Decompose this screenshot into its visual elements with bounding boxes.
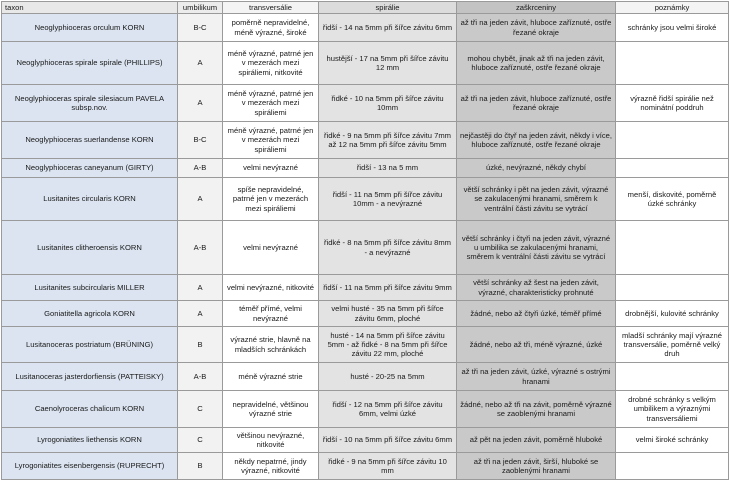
transversalie-cell: velmi nevýrazné — [223, 159, 319, 178]
poznamky-cell — [616, 159, 729, 178]
transversalie-cell: velmi nevýrazné — [223, 221, 319, 275]
poznamky-cell: menší, diskovité, poměrně úzké schránky — [616, 178, 729, 221]
spiralie-cell: řidké - 9 na 5mm při šířce závitu 10 mm — [319, 453, 457, 480]
spiralie-cell: řidší - 12 na 5mm při šířce závitu 6mm, velmi úzké — [319, 391, 457, 428]
spiralie-cell: hustější - 17 na 5mm při šířce závitu 12 mm — [319, 42, 457, 85]
taxon-cell: Lusitanoceras jasterdorfiensis (PATTEISKY) — [2, 363, 178, 391]
zaskrceniny-cell: úzké, nevýrazné, někdy chybí — [457, 159, 616, 178]
taxon-cell: Lyrogoniatites liethensis KORN — [2, 428, 178, 453]
umbilikum-cell: B — [178, 327, 223, 363]
taxon-cell: Neoglyphioceras suerlandense KORN — [2, 122, 178, 159]
zaskrceniny-cell: až tři na jeden závit, úzké, výrazné s ostrými hranami — [457, 363, 616, 391]
taxon-cell: Lusitanites clitheroensis KORN — [2, 221, 178, 275]
header-taxon: taxon — [2, 2, 178, 14]
transversalie-cell: méně výrazné strie — [223, 363, 319, 391]
transversalie-cell: poměrně nepravidelné, méně výrazné, široké — [223, 14, 319, 42]
poznamky-cell — [616, 363, 729, 391]
umbilikum-cell: B — [178, 453, 223, 480]
header-poznamky: poznámky — [616, 2, 729, 14]
table-row — [2, 85, 729, 122]
transversalie-cell: méně výrazné, patrné jen v mezerách mezi spiráliemi — [223, 122, 319, 159]
transversalie-cell: nepravidelné, většinou výrazné strie — [223, 391, 319, 428]
zaskrceniny-cell: až tři na jeden závit, hluboce zaříznuté, ostře řezané okraje — [457, 85, 616, 122]
zaskrceniny-cell: až pět na jeden závit, poměrně hluboké — [457, 428, 616, 453]
poznamky-cell: drobnější, kulovité schránky — [616, 301, 729, 327]
taxon-cell: Neoglyphioceras orculum KORN — [2, 14, 178, 42]
transversalie-cell: výrazné strie, hlavně na mladších schránkách — [223, 327, 319, 363]
table-row — [2, 122, 729, 159]
umbilikum-cell: B-C — [178, 122, 223, 159]
table-row — [2, 42, 729, 85]
taxon-cell: Neoglyphioceras caneyanum (GIRTY) — [2, 159, 178, 178]
table-row — [2, 14, 729, 42]
table-row — [2, 391, 729, 428]
zaskrceniny-cell: žádné, nebo až čtyři úzké, téměř přímé — [457, 301, 616, 327]
poznamky-cell: schránky jsou velmi široké — [616, 14, 729, 42]
umbilikum-cell: A — [178, 275, 223, 301]
transversalie-cell: spíše nepravidelné, patrné jen v mezerách mezi spiráliemi — [223, 178, 319, 221]
spiralie-cell: řidší - 11 na 5mm při šířce závitu 10mm - a nevýrazné — [319, 178, 457, 221]
taxon-cell: Lusitanites subcircularis MILLER — [2, 275, 178, 301]
spiralie-cell: řidké - 8 na 5mm při šířce závitu 8mm - a nevýrazné — [319, 221, 457, 275]
zaskrceniny-cell: až tři na jeden závit, hluboce zaříznuté, ostře řezané okraje — [457, 14, 616, 42]
taxonomy-table — [1, 1, 729, 480]
spiralie-cell: řidké - 9 na 5mm při šířce závitu 7mm až 12 na 5mm při šířce závitu 5mm — [319, 122, 457, 159]
table-row — [2, 275, 729, 301]
header-umbilikum: umbilikum — [178, 2, 223, 14]
spiralie-cell: řidší - 13 na 5 mm — [319, 159, 457, 178]
taxon-cell: Goniatitella agricola KORN — [2, 301, 178, 327]
table-row — [2, 428, 729, 453]
taxon-cell: Caenolyroceras chalicum KORN — [2, 391, 178, 428]
taxon-cell: Lyrogoniatites eisenbergensis (RUPRECHT) — [2, 453, 178, 480]
umbilikum-cell: A-B — [178, 159, 223, 178]
umbilikum-cell: C — [178, 428, 223, 453]
zaskrceniny-cell: žádné, nebo až tři, méně výrazné, úzké — [457, 327, 616, 363]
umbilikum-cell: A — [178, 85, 223, 122]
umbilikum-cell: A — [178, 42, 223, 85]
spiralie-cell: řidší - 11 na 5mm při šířce závitu 9mm — [319, 275, 457, 301]
table-row — [2, 159, 729, 178]
zaskrceniny-cell: až tři na jeden závit, širší, hluboké se zaoblenými hranami — [457, 453, 616, 480]
poznamky-cell — [616, 275, 729, 301]
taxon-cell: Neoglyphioceras spirale spirale (PHILLIPS) — [2, 42, 178, 85]
header-spiralie: spirálie — [319, 2, 457, 14]
taxon-cell: Neoglyphioceras spirale silesiacum PAVELA subsp.nov. — [2, 85, 178, 122]
spiralie-cell: velmi husté - 35 na 5mm při šířce závitu 6mm, ploché — [319, 301, 457, 327]
umbilikum-cell: B-C — [178, 14, 223, 42]
transversalie-cell: velmi nevýrazné, nitkovité — [223, 275, 319, 301]
poznamky-cell — [616, 122, 729, 159]
poznamky-cell — [616, 42, 729, 85]
spiralie-cell: husté - 20-25 na 5mm — [319, 363, 457, 391]
zaskrceniny-cell: žádné, nebo až tři na závit, poměrně výrazné se zaoblenými hranami — [457, 391, 616, 428]
poznamky-cell — [616, 221, 729, 275]
table-row — [2, 453, 729, 480]
spiralie-cell: řidší - 10 na 5mm při šířce závitu 6mm — [319, 428, 457, 453]
transversalie-cell: téměř přímé, velmi nevýrazné — [223, 301, 319, 327]
spiralie-cell: řidké - 10 na 5mm při šířce závitu 10mm — [319, 85, 457, 122]
poznamky-cell: mladší schránky mají výrazné transversálie, poměrně velký druh — [616, 327, 729, 363]
taxon-cell: Lusitanites circularis KORN — [2, 178, 178, 221]
table-row — [2, 178, 729, 221]
umbilikum-cell: A — [178, 301, 223, 327]
table-row — [2, 301, 729, 327]
umbilikum-cell: A-B — [178, 363, 223, 391]
transversalie-cell: většinou nevýrazné, nitkovité — [223, 428, 319, 453]
header-row — [2, 2, 729, 14]
spiralie-cell: husté - 14 na 5mm při šířce závitu 5mm - až řidké - 8 na 5mm při šířce závitu 22 mm, ploché — [319, 327, 457, 363]
transversalie-cell: méně výrazné, patrné jen v mezerách mezi spiráliemi — [223, 85, 319, 122]
transversalie-cell: méně výrazné, patrné jen v mezerách mezi spiráliemi, nitkovité — [223, 42, 319, 85]
umbilikum-cell: A — [178, 178, 223, 221]
zaskrceniny-cell: větší schránky až šest na jeden závit, výrazné, charakteristicky prohnuté — [457, 275, 616, 301]
poznamky-cell — [616, 453, 729, 480]
poznamky-cell: velmi široké schránky — [616, 428, 729, 453]
table-row — [2, 327, 729, 363]
table-row — [2, 221, 729, 275]
taxon-cell: Lusitanoceras postriatum (BRÜNING) — [2, 327, 178, 363]
header-transversalie: transversálie — [223, 2, 319, 14]
poznamky-cell: drobné schránky s velkým umbilikem a výraznými transversáliemi — [616, 391, 729, 428]
zaskrceniny-cell: větší schránky i čtyři na jeden závit, výrazné u umbilika se zakulacenými hranami, směrem k ventrální části závitu se vytrácí — [457, 221, 616, 275]
poznamky-cell: výrazně řidší spirálie než nominátní poddruh — [616, 85, 729, 122]
zaskrceniny-cell: větší schránky i pět na jeden závit, výrazné se zakulacenými hranami, směrem k ventrální části závitu se vytrácí — [457, 178, 616, 221]
header-zaskrceniny: zaškrceniny — [457, 2, 616, 14]
table-row — [2, 363, 729, 391]
umbilikum-cell: A-B — [178, 221, 223, 275]
umbilikum-cell: C — [178, 391, 223, 428]
zaskrceniny-cell: mohou chybět, jinak až tři na jeden závit, hluboce zaříznuté, ostře řezané okraje — [457, 42, 616, 85]
spiralie-cell: řidší - 14 na 5mm při šířce závitu 6mm — [319, 14, 457, 42]
transversalie-cell: někdy nepatrné, jindy výrazné, nitkovité — [223, 453, 319, 480]
zaskrceniny-cell: nejčastěji do čtyř na jeden závit, někdy i více, hluboce zaříznuté, ostře řezané okraje — [457, 122, 616, 159]
